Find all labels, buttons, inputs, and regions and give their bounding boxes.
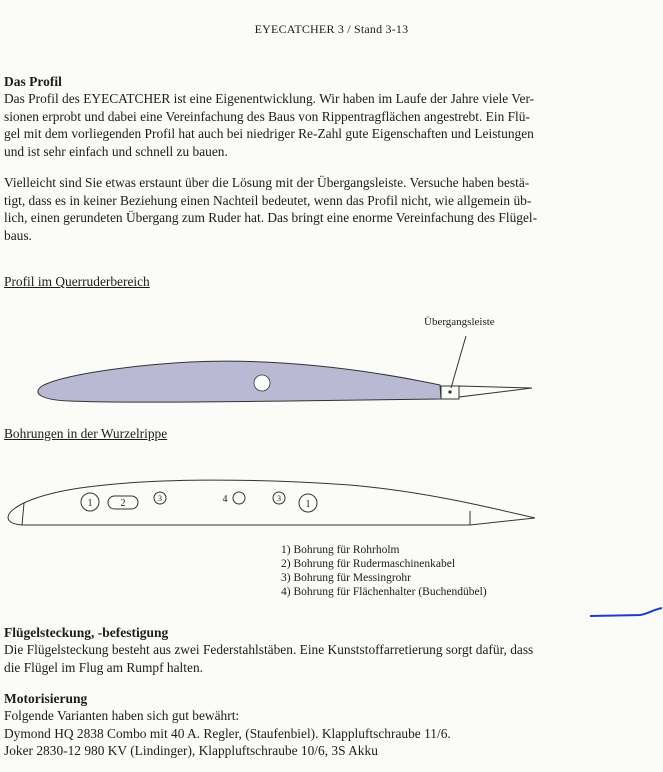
hole-legend (281, 543, 487, 599)
text-line: und ist sehr einfach und schnell zu bauen. (4, 143, 228, 159)
text-line: lich, einen gerundeten Übergang zum Ruder hat. Das bringt eine enorme Vereinfachung des Flügel- (4, 210, 538, 225)
legend-item: 4) Bohrung für Flächenhalter (Buchendübel) (281, 586, 487, 598)
hole-2-slot (108, 496, 138, 509)
hole-label: 2 (120, 498, 126, 509)
heading-motorisierung: Motorisierung (4, 691, 88, 706)
aileron-profile (459, 386, 532, 397)
heading-fluegelsteckung: Flügelsteckung, -befestigung (4, 625, 169, 640)
hole-label: 1 (305, 499, 311, 510)
paragraph-profil-1 (4, 90, 589, 160)
hole-3-left (154, 492, 166, 504)
text-line: Folgende Varianten haben sich gut bewährt: (4, 708, 240, 723)
text-line: Das Profil des EYECATCHER ist eine Eigenentwicklung. Wir haben im Laufe der Jahre viele Ver- (4, 91, 535, 106)
airfoil-profile (38, 361, 441, 402)
legend-item: 3) Bohrung für Messingrohr (281, 572, 411, 584)
figure-title-querruder: Profil im Querruderbereich (4, 274, 150, 289)
figure-title-wurzelrippe: Bohrungen in der Wurzelrippe (4, 426, 168, 441)
spar-hole (254, 375, 270, 391)
legend-item: 1) Bohrung für Rohrholm (281, 544, 400, 556)
hole-4 (223, 492, 246, 505)
hole-1-right (299, 494, 317, 512)
pen-mark (590, 604, 663, 620)
heading-das-profil: Das Profil (4, 74, 62, 89)
text-line: sionen erprobt und dabei eine Vereinfachung des Baus von Rippentragflächen angestrebt. Ein Flü- (4, 108, 530, 124)
paragraph-profil-2 (4, 174, 589, 244)
text-line: Joker 2830-12 980 KV (Lindinger), Klappluftschraube 10/6, 3S Akku (4, 743, 378, 758)
text-line: Dymond HQ 2838 Combo mit 40 A. Regler, (Staufenbiel). Klappluftschraube 11/6. (4, 725, 451, 741)
text-line: die Flügel im Flug am Rumpf halten. (4, 659, 203, 675)
rib-nose-line (22, 503, 24, 525)
transition-strip-dot (448, 390, 451, 393)
legend-item: 2) Bohrung für Rudermaschinenkabel (281, 558, 456, 570)
hole-label: 3 (277, 494, 281, 503)
hole-label: 1 (87, 498, 93, 509)
leader-line (451, 336, 466, 388)
text-line: Vielleicht sind Sie etwas erstaunt über die Lösung mit der Übergangsleiste. Versuche haben bestä- (4, 175, 530, 190)
text-line: Die Flügelsteckung besteht aus zwei Federstahlstäben. Eine Kunststoffarretierung sorgt dafür, dass (4, 642, 534, 657)
hole-label: 3 (158, 494, 162, 503)
label-uebergangsleiste: Übergangsleiste (424, 316, 495, 328)
root-rib-diagram (0, 470, 560, 535)
hole-label: 4 (222, 494, 228, 505)
page-header: EYECATCHER 3 / Stand 3-13 (254, 22, 409, 36)
text-line: gel mit dem vorliegenden Profil hat auch bei niedriger Re-Zahl gute Eigenschaften und Leistungen (4, 126, 534, 141)
airfoil-aileron-diagram (0, 330, 560, 410)
paragraph-motorisierung (4, 707, 589, 760)
hole-3-right (273, 492, 285, 504)
paragraph-fluegelsteckung (4, 641, 589, 676)
text-line: baus. (4, 227, 32, 243)
text-line: tigt, dass es in keiner Beziehung einen Nachteil bedeutet, wenn das Profil nicht, wie allgemein üb- (4, 192, 532, 208)
hole-1-left (81, 493, 99, 511)
